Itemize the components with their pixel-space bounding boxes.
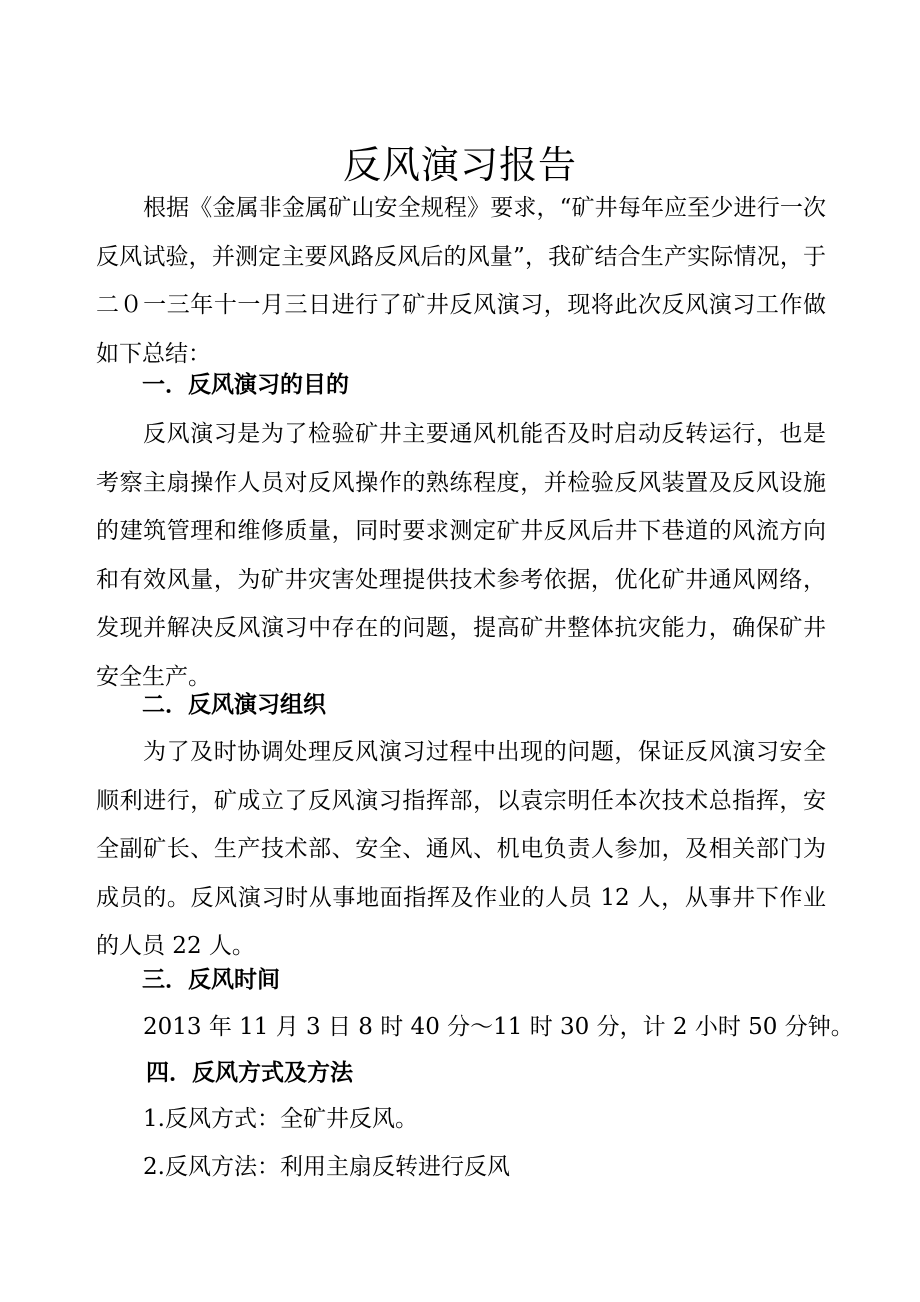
section-2-body: 为了及时协调处理反风演习过程中出现的问题，保证反风演习安全顺利进行，矿成立了反风演习指挥部，以袁宗明任本次技术总指挥，安全副矿长、生产技术部、安全、通风、机电负责人参加，及相关部门为成员的。反风演习时从事地面指挥及作业的人员 12 人，从事井下作业的人员 22 人。 bbox=[96, 739, 826, 959]
section-4-item-2: 2.反风方法：利用主扇反转进行反风 bbox=[143, 1154, 510, 1180]
section-1-heading: 一．反风演习的目的 bbox=[142, 372, 349, 398]
document-title: 反风演习报告 bbox=[342, 143, 577, 188]
section-3-body: 2013 年 11 月 3 日 8 时 40 分～11 时 30 分，计 2 小时 50 分钟。 bbox=[143, 1014, 854, 1040]
intro-paragraph: 根据《金属非金属矿山安全规程》要求，“矿井每年应至少进行一次反风试验，并测定主要风路反风后的风量”，我矿结合生产实际情况，于二０一三年十一月三日进行了矿井反风演习，现将此次反风演习工作做如下总结： bbox=[96, 195, 826, 367]
section-4-item-1: 1.反风方式：全矿井反风。 bbox=[143, 1106, 418, 1132]
section-2-heading: 二．反风演习组织 bbox=[142, 692, 326, 718]
section-4-heading: 四．反风方式及方法 bbox=[146, 1060, 353, 1086]
section-3-heading: 三．反风时间 bbox=[142, 967, 280, 993]
section-1-body: 反风演习是为了检验矿井主要通风机能否及时启动反转运行，也是考察主扇操作人员对反风操作的熟练程度，并检验反风装置及反风设施的建筑管理和维修质量，同时要求测定矿井反风后井下巷道的风流方向和有效风量，为矿井灾害处理提供技术参考依据，优化矿井通风网络，发现并解决反风演习中存在的问题，提高矿井整体抗灾能力，确保矿井安全生产。 bbox=[96, 421, 826, 690]
